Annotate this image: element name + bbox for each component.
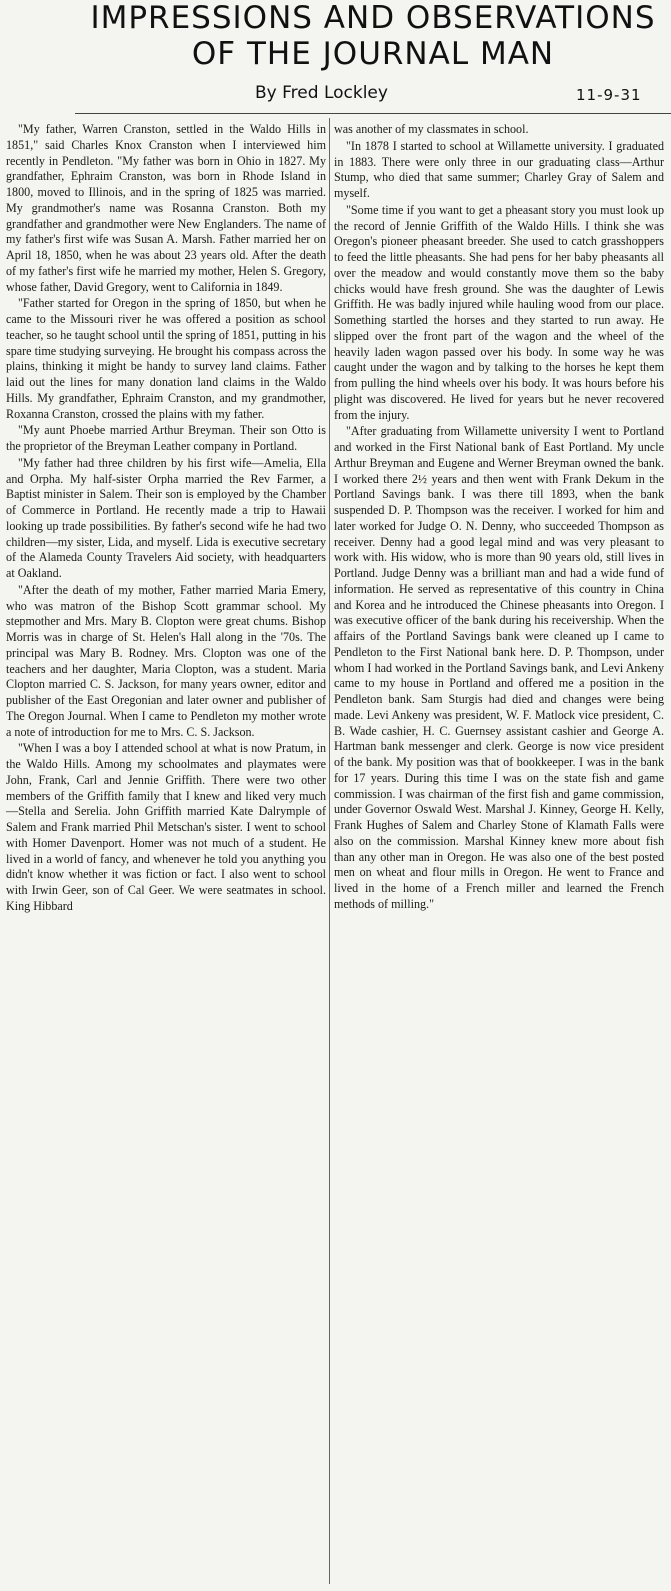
paragraph: "In 1878 I started to school at Willamette university. I graduated in 1883. There were only three in our graduating class—Arthur Stump, who died that same summer; Charley Gray of Salem and myself. <box>334 138 664 200</box>
paragraph: "Father started for Oregon in the spring of 1850, but when he came to the Missouri river he was offered a position as school teacher, so he taught school until the spring of 1851, putting in his spare time studying surveying. He brought his compass across the plains, thinking it might be handy to survey land claims. Father laid out the lines for many donation land claims in the Waldo Hills. My grandfather, Ephraim Cranston, and my grandmother, Roxanna Cranston, crossed the plains with my father. <box>6 296 326 421</box>
paragraph: "My aunt Phoebe married Arthur Breyman. Their son Otto is the proprietor of the Breyman Leather company in Portland. <box>6 423 326 453</box>
byline-rule <box>75 113 671 114</box>
paragraph: "After graduating from Willamette university I went to Portland and worked in the First National bank of East Portland. My uncle Arthur Breyman and Eugene and Werner Breyman owned the bank. I worked there 2½ years and then went with Frank Dekum in the Portland Savings bank. I was there till 1893, when the bank suspended D. P. Thompson was the receiver. I worked for him and later worked for Judge O. N. Denny, who succeeded Thompson as receiver. Denny had a good legal mind and was very pleasant to work with. His widow, who is more than 90 years old, still lives in Portland. Judge Denny was a brilliant man and had a wide fund of information. He served as representative of this country in China and Korea and he introduced the Chinese pheasants into Oregon. I was executive officer of the bank during his receivership. When the affairs of the Portland Savings bank were cleaned up I came to Pendleton to the First National bank here. D. P. Thompson, under whom I had worked in the Portland Savings bank, and Levi Ankeny came to my house in Portland and offered me a position in the Pendleton bank. Sam Sturgis had died and changes were being made. Levi Ankeny was president, W. F. Matlock vice president, C. B. Wade cashier, H. C. Guernsey assistant cashier and George A. Hartman bank messenger and clerk. George is now vice president of the bank. My position was that of bookkeeper. I was in the bank for 17 years. During this time I was on the state fish and game commission. I was chairman of the first fish and game commission, under Governor Oswald West. Marshal J. Kinney, George H. Kelly, Frank Hughes of Salem and Charley Stone of Klamath Falls were also on the commission. Marshal Kinney knew more about fish than any other man in Oregon. He was also one of the best posted men on wheat and flour mills in Oregon. He went to France and lived in the home of a French miller and learned the French methods of milling." <box>334 424 664 911</box>
publication-date: 11-9-31 <box>576 86 642 104</box>
paragraph: "My father had three children by his first wife—Amelia, Ella and Orpha. My half-sister Orpha married the Rev Farmer, a Baptist minister in Salem. Their son is employed by the Chamber of Commerce in Portland. He recently made a trip to Hawaii looking up trade possibilities. By father's second wife he had two children—my sister, Lida, and myself. Lida is executive secretary of the Alameda County Travelers Aid society, with headquarters at Oakland. <box>6 455 326 580</box>
byline: By Fred Lockley <box>255 83 388 103</box>
paragraph: was another of my classmates in school. <box>334 122 529 136</box>
article-left-column <box>6 122 326 916</box>
headline-line-1: IMPRESSIONS AND OBSERVATIONS <box>90 0 656 36</box>
paragraph: "Some time if you want to get a pheasant story you must look up the record of Jennie Griffith of the Waldo Hills. I think she was Oregon's pioneer pheasant breeder. She used to catch grasshoppers to feed the little pheasants. She had pens for her baby pheasants all over the meadow and would constantly move them so the baby chicks would have fresh ground. She was the daughter of Lewis Griffith. He was badly injured while hauling wood from our place. Something startled the horses and they started to run away. He slipped over the front part of the wagon and the wheel of the heavily laden wagon passed over his body. In some way he was caught under the wagon and by talking to the horses he kept them from pulling the hind wheels over his body. It was hours before his plight was discovered. He lived for years but he never recovered from the injury. <box>334 202 664 422</box>
column-rule <box>329 118 330 1584</box>
headline <box>75 0 671 72</box>
article-right-column <box>334 122 664 914</box>
paragraph: "After the death of my mother, Father married Maria Emery, who was matron of the Bishop Scott grammar school. My stepmother and Mrs. Mary B. Clopton were great chums. Bishop Morris was in charge of St. Helen's Hall along in the '70s. The principal was Mary B. Rodney. Mrs. Clopton was one of the teachers and her daughter, Maria Clopton, was a student. Maria Clopton married C. S. Jackson, for many years owner, editor and publisher of the East Oregonian and later owner and publisher of The Oregon Journal. When I came to Pendleton my mother wrote a note of introduction for me to Mrs. C. S. Jackson. <box>6 582 326 739</box>
paragraph: "My father, Warren Cranston, settled in the Waldo Hills in 1851," said Charles Knox Cranston when I interviewed him recently in Pendleton. "My father was born in Ohio in 1827. My grandfather, Ephraim Cranston, was born in Rhode Island in 1800, moved to Illinois, and in the spring of 1825 was married. My grandmother's name was Rosanna Cranston. Both my grandfather and grandmother were New Englanders. The name of my father's first wife was Susan A. Marsh. Father married her on April 18, 1850, when he was about 23 years old. After the death of my father's first wife he married my mother, Helen S. Gregory, whose father, David Gregory, went to California in 1849. <box>6 122 326 294</box>
paragraph: "When I was a boy I attended school at what is now Pratum, in the Waldo Hills. Among my schoolmates and playmates were John, Frank, Carl and Jennie Griffith. There were two other members of the Griffith family that I knew and liked very much—Stella and Serelia. John Griffith married Kate Dalrymple of Salem and Frank married Phil Metschan's sister. I went to school with Homer Davenport. Homer was not much of a student. He lived in a world of fancy, and whenever he told you anything you didn't know whether it was fiction or fact. I also went to school with Irwin Geer, son of Cal Geer. We were seatmates in school. King Hibbard <box>6 741 326 913</box>
headline-line-2: OF THE JOURNAL MAN <box>191 36 555 72</box>
